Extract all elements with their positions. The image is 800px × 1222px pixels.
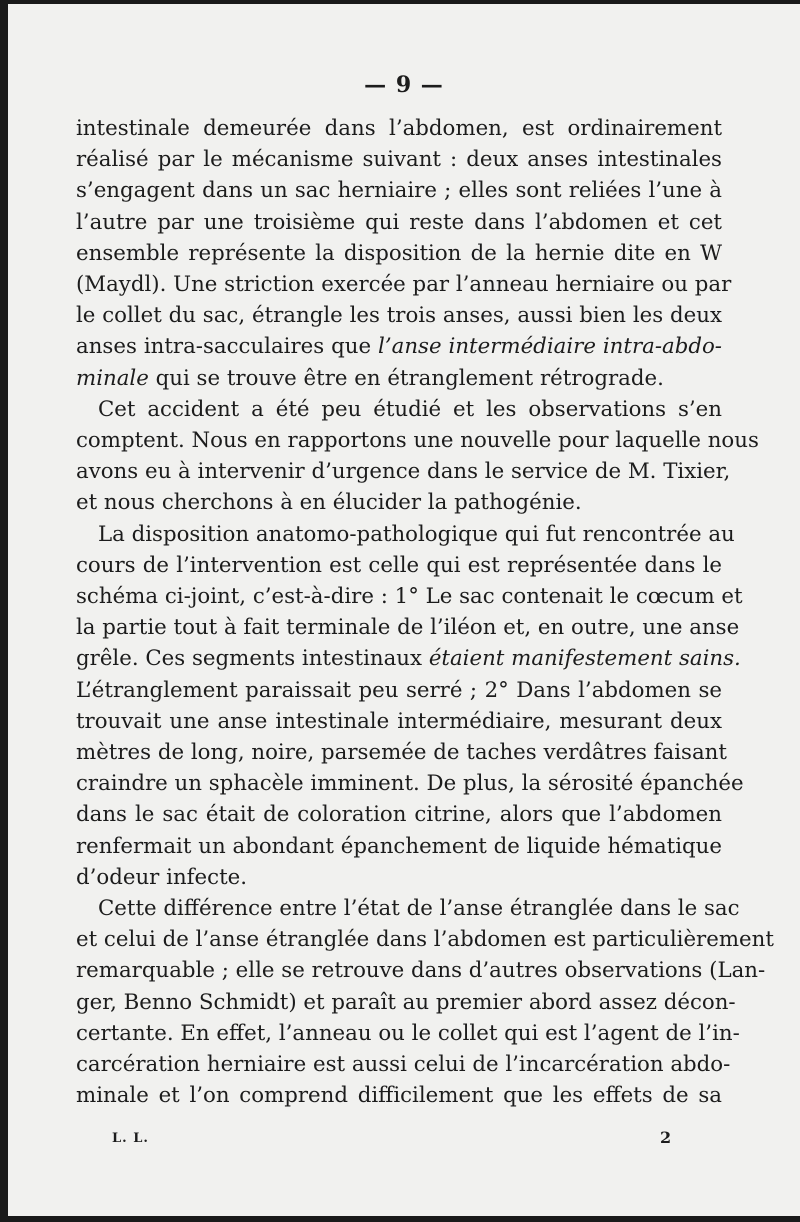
text-span: la partie tout à fait terminale de l’iléon et, en outre, une anse — [76, 615, 740, 641]
text-line — [76, 519, 735, 550]
text-span: s’engagent dans un sac herniaire ; elles sont reliées l’une à — [76, 178, 722, 204]
text-line — [76, 175, 722, 206]
text-span: craindre un sphacèle imminent. De plus, la sérosité épanchée — [76, 771, 744, 797]
text-span: et celui de l’anse étranglée dans l’abdomen est particulièrement — [76, 927, 774, 953]
text-line — [76, 831, 722, 862]
text-span: comptent. Nous en rapportons une nouvelle pour laquelle nous — [76, 428, 759, 454]
text-span: certante. En effet, l’anneau ou le collet qui est l’agent de l’in- — [76, 1020, 740, 1046]
text-line — [76, 331, 722, 362]
text-line — [76, 487, 722, 518]
text-line — [76, 550, 722, 581]
page-number: — 9 — — [364, 72, 444, 98]
text-span: remarquable ; elle se retrouve dans d’autres observations (Lan- — [76, 958, 766, 984]
text-line — [76, 1080, 722, 1111]
signature-mark: L. L. — [112, 1131, 149, 1146]
italic-text: minale — [76, 365, 149, 391]
text-span: grêle. Ces segments intestinaux — [76, 646, 429, 672]
book-page — [8, 4, 800, 1216]
text-span: minale et l’on comprend difficilement que les effets de sa — [76, 1083, 722, 1109]
text-span: le collet du sac, étrangle les trois anses, aussi bien les deux — [76, 303, 722, 329]
text-line — [76, 862, 722, 893]
text-line — [76, 675, 722, 706]
text-line — [76, 238, 722, 269]
text-span: avons eu à intervenir d’urgence dans le service de M. Tixier, — [76, 459, 731, 485]
text-line — [76, 987, 736, 1018]
text-line — [76, 300, 722, 331]
text-line — [76, 706, 722, 737]
text-line — [76, 144, 722, 175]
text-span: Cet accident a été peu étudié et les observations s’en — [98, 396, 722, 422]
text-line — [76, 893, 740, 924]
text-line — [76, 924, 774, 955]
text-span: schéma ci-joint, c’est-à-dire : 1° Le sac contenait le cœcum et — [76, 584, 743, 610]
text-span: intestinale demeurée dans l’abdomen, est ordinairement — [76, 116, 722, 141]
text-line — [76, 456, 731, 487]
text-span: qui se trouve être en étranglement rétrograde. — [148, 365, 664, 391]
text-line — [76, 768, 744, 799]
italic-text: étaient manifestement sains. — [428, 646, 741, 672]
text-span: trouvait une anse intestinale intermédiaire, mesurant deux — [76, 708, 722, 734]
text-line — [76, 737, 727, 768]
text-line — [76, 955, 766, 986]
text-line — [76, 269, 732, 300]
text-span: (Maydl). Une striction exercée par l’anneau herniaire ou par — [76, 272, 732, 298]
text-line — [76, 363, 722, 394]
text-line — [76, 799, 722, 830]
text-line — [76, 207, 722, 238]
italic-text: l’anse intermédiaire intra-abdo- — [378, 334, 722, 360]
text-span: La disposition anatomo-pathologique qui fut rencontrée au — [98, 521, 735, 547]
text-line — [76, 1018, 740, 1049]
text-line — [76, 643, 741, 674]
text-span: carcération herniaire est aussi celui de l’incarcération abdo- — [76, 1052, 731, 1078]
text-span: L’étranglement paraissait peu serré ; 2° Dans l’abdomen se — [76, 677, 722, 703]
text-span: réalisé par le mécanisme suivant : deux anses intestinales — [76, 147, 722, 173]
text-line — [76, 394, 722, 425]
body-text — [76, 113, 774, 1112]
text-line — [76, 581, 743, 612]
text-line — [76, 425, 759, 456]
text-span: et nous cherchons à en élucider la pathogénie. — [76, 490, 582, 516]
text-span: ger, Benno Schmidt) et paraît au premier abord assez décon- — [76, 989, 736, 1015]
text-span: Cette différence entre l’état de l’anse étranglée dans le sac — [98, 896, 740, 922]
sheet-number: 2 — [660, 1128, 672, 1147]
text-line — [76, 113, 722, 144]
text-span: d’odeur infecte. — [76, 864, 247, 890]
text-span: cours de l’intervention est celle qui est représentée dans le — [76, 552, 722, 578]
text-line — [76, 612, 740, 643]
text-span: mètres de long, noire, parsemée de taches verdâtres faisant — [76, 740, 727, 766]
text-span: ensemble représente la disposition de la hernie dite en W — [76, 240, 722, 266]
text-span: dans le sac était de coloration citrine, alors que l’abdomen — [76, 802, 722, 828]
text-span: renfermait un abondant épanchement de liquide hématique — [76, 833, 722, 859]
text-span: l’autre par une troisième qui reste dans l’abdomen et cet — [76, 209, 722, 235]
text-line — [76, 1049, 731, 1080]
text-span: anses intra-sacculaires que — [76, 334, 379, 360]
